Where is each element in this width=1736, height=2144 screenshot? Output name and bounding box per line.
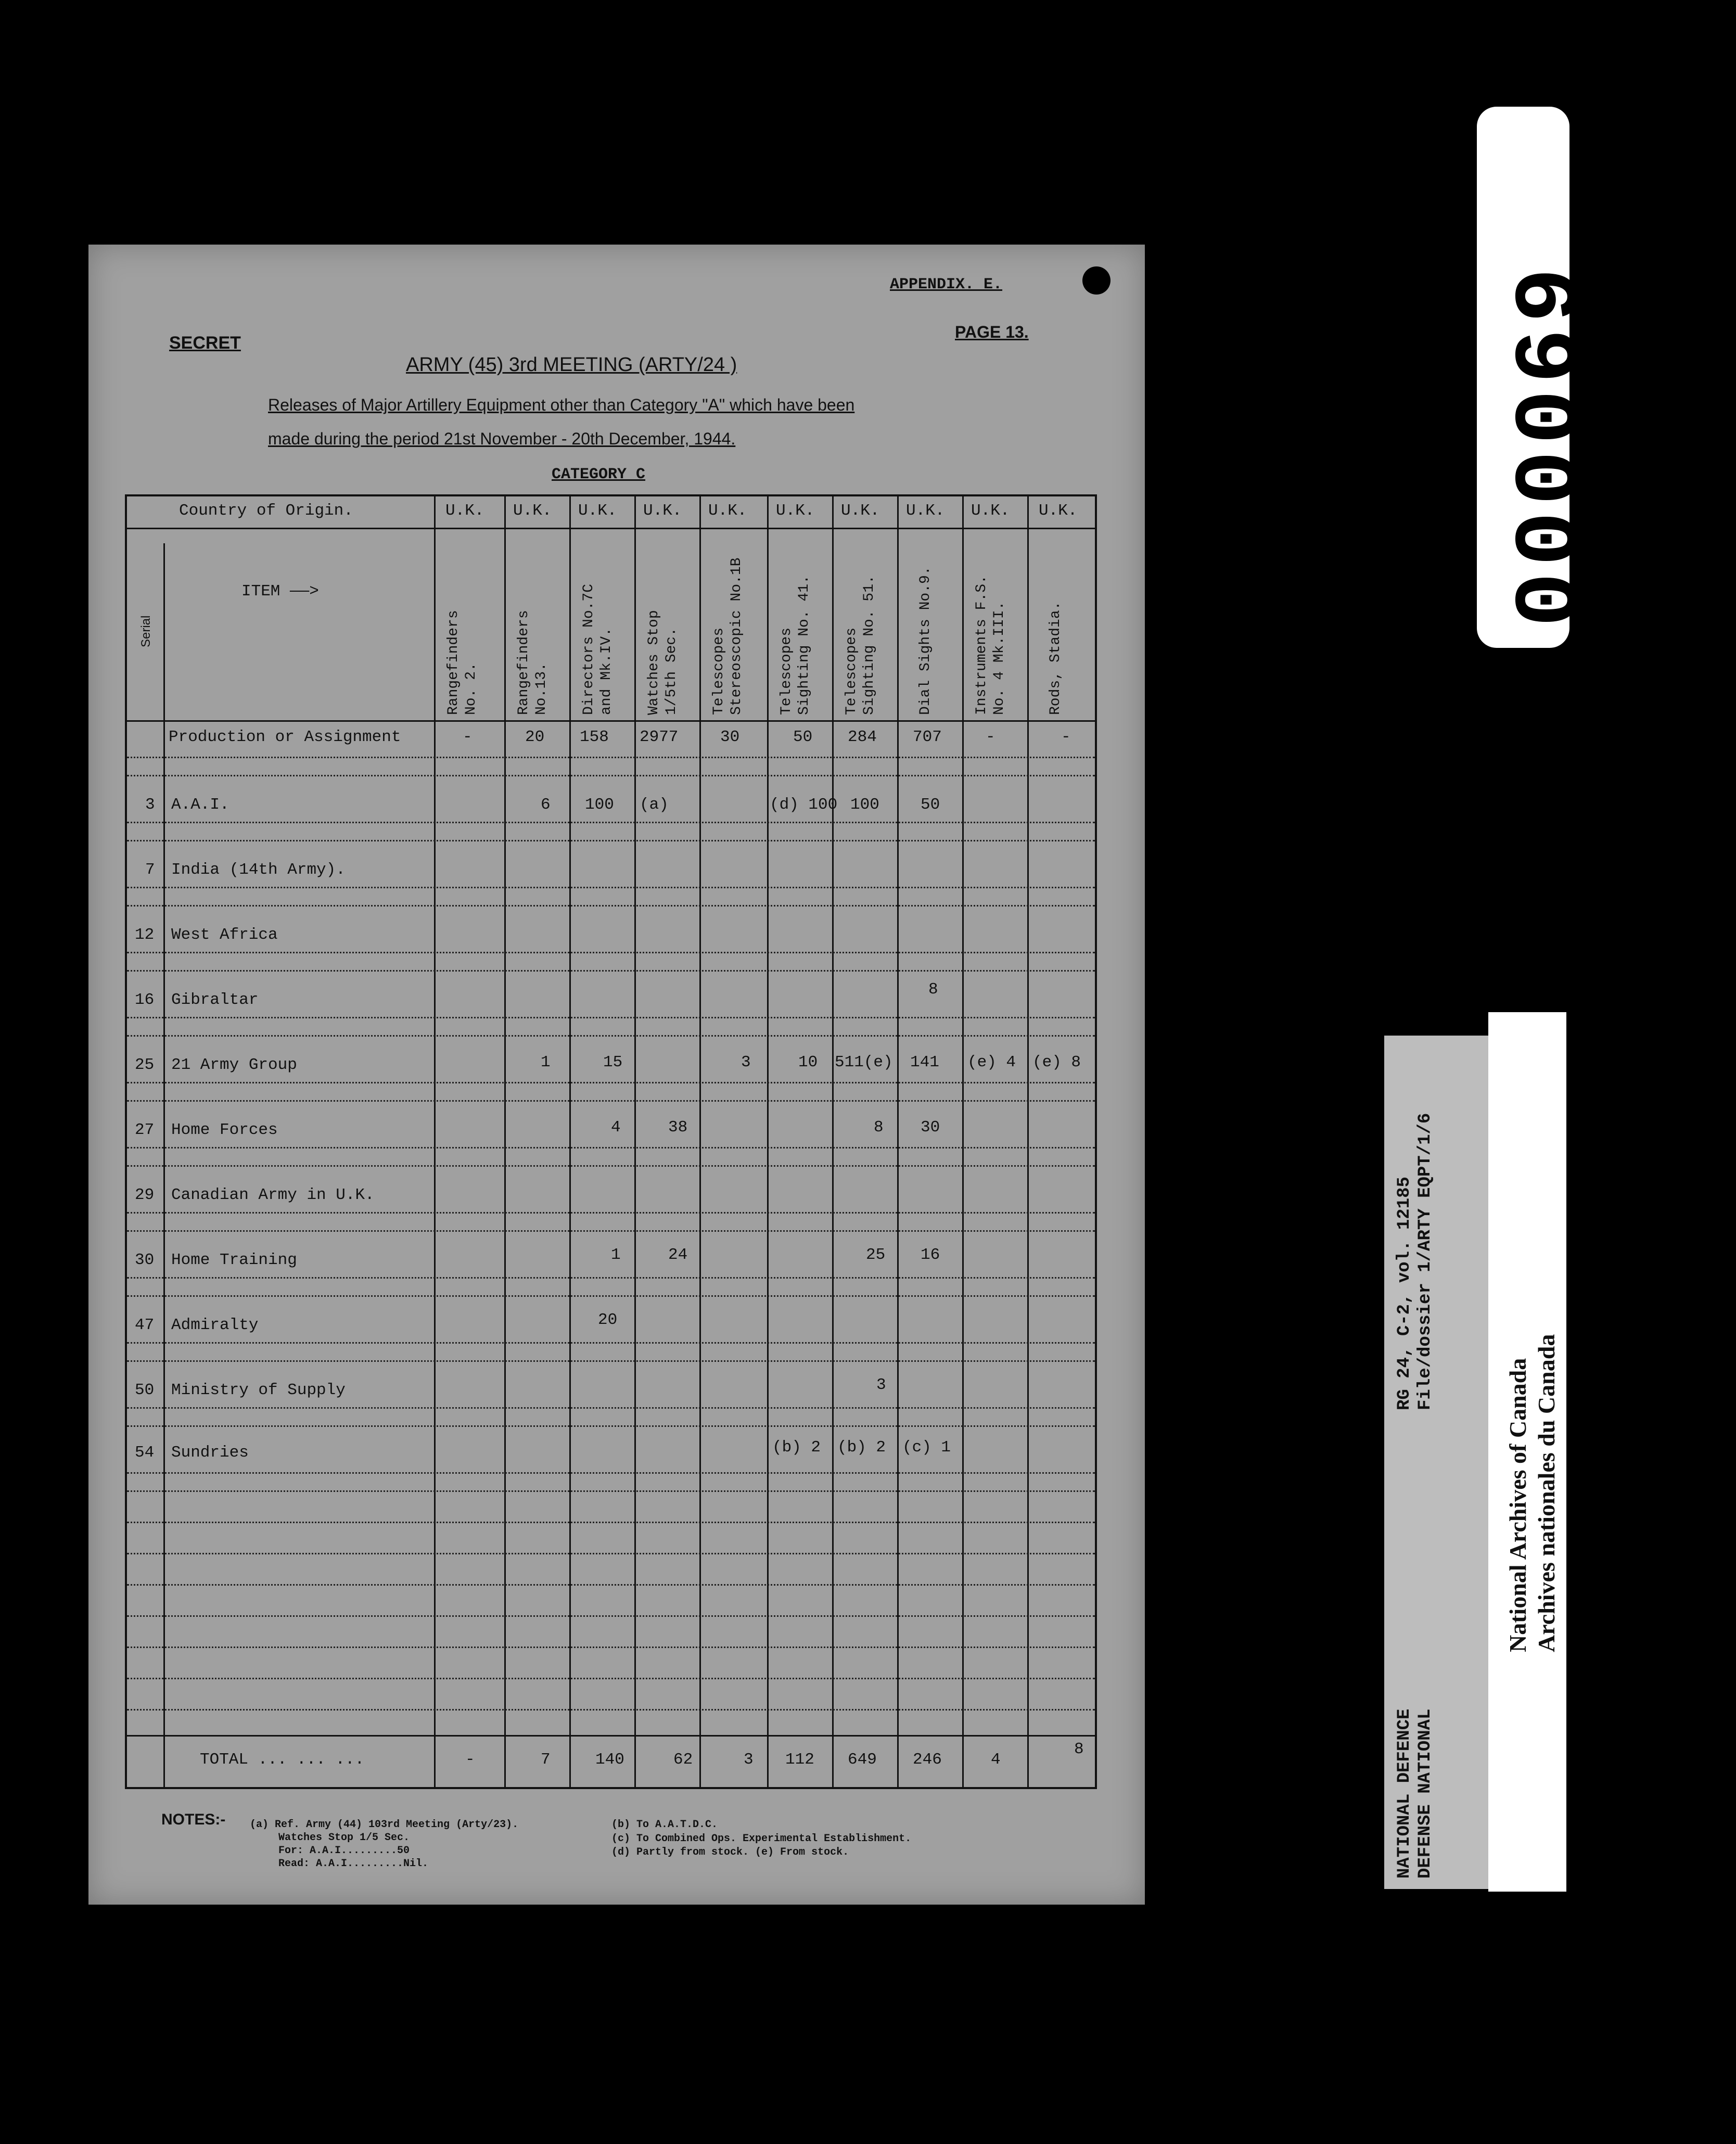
column-header: Rangefinders No.13. [516, 610, 550, 715]
value-cell: 1 [541, 1053, 551, 1071]
document-page [88, 245, 1145, 1905]
production-cell: 30 [720, 728, 740, 746]
value-cell: 3 [741, 1053, 751, 1071]
production-cell: - [463, 728, 473, 746]
column-header: Dial Sights No.9. [917, 566, 934, 715]
archives-name-en: National Archives of Canada [1504, 1358, 1531, 1652]
column-header: Rods, Stadia. [1048, 601, 1064, 715]
item-cell: Canadian Army in U.K. [171, 1186, 375, 1204]
col-divider [504, 496, 506, 1787]
value-cell: 8 [874, 1118, 884, 1137]
value-cell: 20 [598, 1311, 618, 1329]
item-cell: Gibraltar [171, 991, 259, 1009]
page-number: PAGE 13. [955, 323, 1029, 341]
value-cell: 15 [603, 1053, 623, 1071]
column-header: Telescopes Sighting No. 41. [778, 575, 812, 715]
serial-cell: 30 [135, 1251, 155, 1269]
value-cell: 16 [921, 1246, 940, 1264]
production-cell: 284 [848, 728, 877, 746]
value-cell: 38 [668, 1118, 688, 1137]
value-cell: 50 [921, 796, 940, 814]
country-of-origin-label: Country of Origin. [179, 502, 353, 520]
releases-table [125, 494, 1097, 1789]
production-cell: 158 [580, 728, 609, 746]
col-divider [897, 496, 899, 1787]
total-cell: - [465, 1751, 475, 1769]
value-cell: 24 [668, 1246, 688, 1264]
value-cell: 30 [921, 1118, 940, 1137]
total-label: TOTAL ... ... ... [200, 1751, 365, 1769]
note-b: (b) To A.A.T.D.C. [611, 1819, 718, 1831]
column-header: Telescopes Stereoscopic No.1B [711, 557, 745, 715]
item-cell: A.A.I. [171, 796, 229, 814]
total-cell: 4 [991, 1751, 1001, 1769]
note-d: (d) Partly from stock. (e) From stock. [611, 1846, 849, 1858]
production-cell: 2977 [640, 728, 679, 746]
value-cell: 10 [798, 1053, 818, 1071]
department-line-2: DEFENSE NATIONAL [1415, 1708, 1435, 1879]
total-cell: 7 [541, 1751, 551, 1769]
column-header: Directors No.7C and Mk.IV. [581, 583, 615, 715]
secret-marking: SECRET [169, 333, 241, 353]
item-cell: 21 Army Group [171, 1056, 297, 1074]
archive-ref-line-2: File/dossier 1/ARTY EQPT/1/6 [1415, 1113, 1435, 1410]
serial-cell: 12 [135, 926, 155, 944]
col-divider [962, 496, 964, 1787]
serial-cell: 47 [135, 1316, 155, 1334]
total-cell: 3 [744, 1751, 754, 1769]
origin-cell: U.K. [578, 502, 617, 520]
category-label: CATEGORY C [552, 466, 646, 483]
item-header: ITEM ——> [241, 582, 319, 601]
origin-cell: U.K. [643, 502, 682, 520]
value-cell: 8 [928, 980, 938, 999]
value-cell: (e) 8 [1032, 1053, 1081, 1071]
production-cell: 707 [913, 728, 942, 746]
total-cell: 112 [785, 1751, 814, 1769]
archive-ref-line-1: RG 24, C-2, vol. 12185 [1395, 1177, 1414, 1410]
value-cell: 100 [585, 796, 614, 814]
origin-cell: U.K. [971, 502, 1010, 520]
serial-header: Serial [139, 615, 153, 647]
value-cell: 4 [611, 1118, 621, 1137]
serial-cell: 50 [135, 1381, 155, 1399]
archive-reference-label [1384, 1036, 1488, 1889]
origin-cell: U.K. [708, 502, 747, 520]
value-cell: (b) 2 [837, 1438, 886, 1457]
total-cell: 140 [595, 1751, 624, 1769]
value-cell: (c) 1 [902, 1438, 951, 1457]
production-cell: 20 [525, 728, 545, 746]
origin-cell: U.K. [906, 502, 945, 520]
value-cell: 3 [876, 1376, 886, 1394]
col-divider [767, 496, 769, 1787]
production-cell: 50 [793, 728, 813, 746]
row-divider [127, 1735, 1095, 1737]
serial-cell: 27 [135, 1121, 155, 1139]
production-cell: - [986, 728, 995, 746]
column-header: Rangefinders No. 2. [445, 610, 479, 715]
value-cell: (e) 4 [967, 1053, 1016, 1071]
col-divider [832, 496, 834, 1787]
frame-number-badge [1477, 107, 1604, 648]
col-divider [569, 496, 571, 1787]
punch-hole [1082, 266, 1110, 295]
archives-canada-label [1488, 1012, 1566, 1892]
value-cell: (d) 100 [770, 796, 838, 814]
item-cell: Admiralty [171, 1316, 259, 1334]
column-header: Instruments F.S. No. 4 Mk.III. [974, 575, 1007, 715]
total-cell: 8 [1074, 1740, 1084, 1758]
value-cell: 141 [910, 1053, 939, 1071]
item-cell: India (14th Army). [171, 861, 346, 879]
column-header: Telescopes Sighting No. 51. [844, 575, 877, 715]
col-divider [634, 496, 636, 1787]
value-cell: 100 [850, 796, 879, 814]
note-a-line1: (a) Ref. Army (44) 103rd Meeting (Arty/23). [250, 1819, 519, 1831]
item-cell: Sundries [171, 1444, 249, 1462]
meeting-title: ARMY (45) 3rd MEETING (ARTY/24 ) [406, 354, 737, 376]
item-cell: Home Training [171, 1251, 297, 1269]
serial-cell: 16 [135, 991, 155, 1009]
row-divider [127, 720, 1095, 722]
releases-line-1: Releases of Major Artillery Equipment other than Category "A" which have been [268, 395, 855, 414]
value-cell: 6 [541, 796, 551, 814]
department-line-1: NATIONAL DEFENCE [1395, 1708, 1414, 1879]
origin-cell: U.K. [1039, 502, 1078, 520]
value-cell: 511(e) [835, 1053, 893, 1071]
total-cell: 649 [848, 1751, 877, 1769]
note-a-line3: For: A.A.I.........50 [278, 1845, 410, 1857]
total-cell: 62 [673, 1751, 693, 1769]
production-label: Production or Assignment [169, 728, 401, 746]
note-a-line2: Watches Stop 1/5 Sec. [278, 1832, 410, 1844]
note-a-line4: Read: A.A.I.........Nil. [278, 1858, 429, 1870]
archives-name-fr: Archives nationales du Canada [1533, 1334, 1560, 1652]
notes-label: NOTES:- [161, 1811, 226, 1828]
serial-cell: 29 [135, 1186, 155, 1204]
value-cell: (b) 2 [772, 1438, 821, 1457]
value-cell: (a) [640, 796, 669, 814]
origin-cell: U.K. [445, 502, 484, 520]
item-cell: West Africa [171, 926, 278, 944]
frame-number: 000069 [1500, 261, 1604, 627]
production-cell: - [1061, 728, 1071, 746]
col-divider [434, 496, 436, 1787]
origin-cell: U.K. [513, 502, 552, 520]
column-header: Watches Stop 1/5th Sec. [646, 610, 680, 715]
item-cell: Ministry of Supply [171, 1381, 346, 1399]
note-c: (c) To Combined Ops. Experimental Establishment. [611, 1833, 912, 1845]
origin-cell: U.K. [841, 502, 880, 520]
serial-cell: 54 [135, 1444, 155, 1462]
serial-cell: 7 [145, 861, 155, 879]
releases-line-2: made during the period 21st November - 20th December, 1944. [268, 429, 736, 448]
value-cell: 25 [866, 1246, 886, 1264]
appendix-label: APPENDIX. E. [890, 276, 1003, 293]
col-divider [1027, 496, 1029, 1787]
value-cell: 1 [611, 1246, 621, 1264]
item-cell: Home Forces [171, 1121, 278, 1139]
serial-cell: 3 [145, 796, 155, 814]
total-cell: 246 [913, 1751, 942, 1769]
origin-cell: U.K. [776, 502, 815, 520]
col-divider [699, 496, 701, 1787]
serial-cell: 25 [135, 1056, 155, 1074]
